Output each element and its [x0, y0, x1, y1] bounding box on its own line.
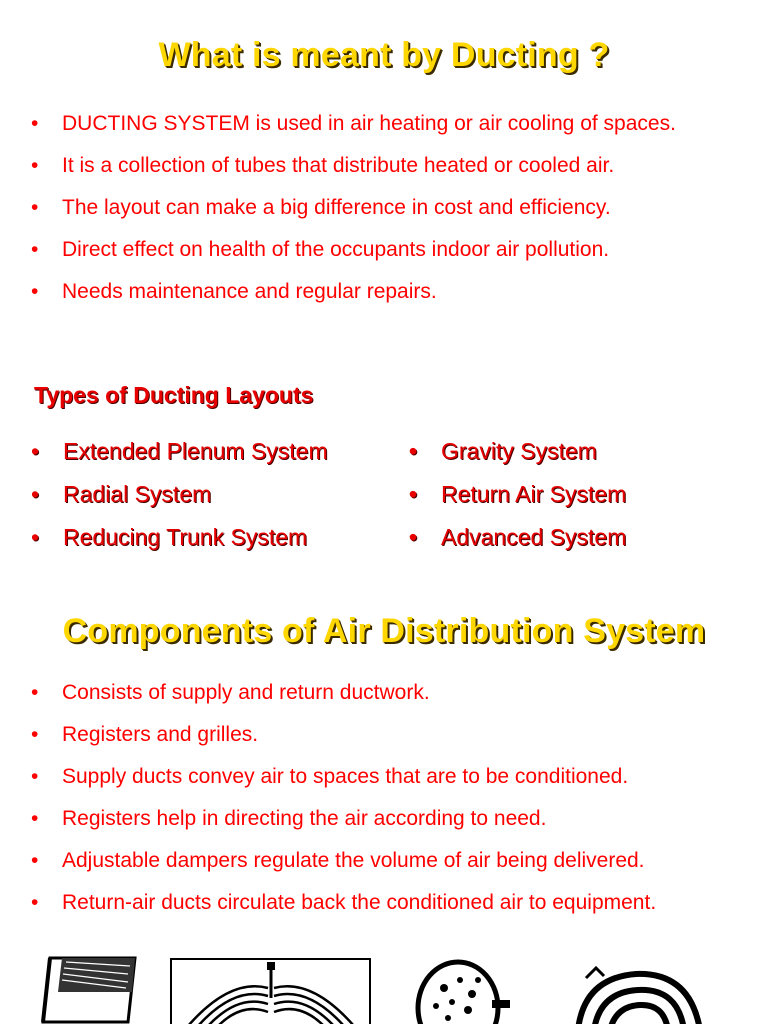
bullet-icon: •: [31, 681, 39, 704]
type-item: • Reducing Trunk System: [30, 520, 328, 563]
bullet-icon: •: [31, 481, 40, 507]
type-item: • Radial System: [30, 477, 328, 520]
bullet-icon: •: [31, 280, 39, 303]
register-icon: [40, 952, 140, 1024]
bullet-icon: •: [31, 765, 39, 788]
list-item: • Return-air ducts circulate back the conditioned air to equipment.: [0, 885, 768, 921]
bullet-icon: •: [409, 481, 418, 507]
bullet-icon: •: [31, 807, 39, 830]
bullet-icon: •: [31, 196, 39, 219]
damper-icon: [412, 958, 512, 1024]
bullet-icon: •: [31, 438, 40, 464]
bullet-icon: •: [31, 154, 39, 177]
section-title-ducting: What is meant by Ducting ?: [158, 36, 610, 74]
list-item: • Registers and grilles.: [0, 717, 768, 753]
bullet-icon: •: [31, 238, 39, 261]
list-item: • Consists of supply and return ductwork.: [0, 675, 768, 711]
bullet-icon: •: [409, 438, 418, 464]
type-item: • Extended Plenum System: [30, 434, 328, 477]
list-item: • Registers help in directing the air according to need.: [0, 801, 768, 837]
types-list-left: [30, 434, 328, 563]
type-item: • Gravity System: [408, 434, 626, 477]
bullet-icon: •: [31, 849, 39, 872]
section-title-components: Components of Air Distribution System: [62, 612, 706, 650]
spiral-duct-icon: [566, 960, 716, 1024]
list-item: • DUCTING SYSTEM is used in air heating or air cooling of spaces.: [0, 106, 768, 142]
types-heading: Types of Ducting Layouts: [34, 382, 314, 408]
list-item: • Needs maintenance and regular repairs.: [0, 274, 768, 310]
grille-icon: [170, 958, 372, 1024]
list-item: • Adjustable dampers regulate the volume of air being delivered.: [0, 843, 768, 879]
list-item: • It is a collection of tubes that distribute heated or cooled air.: [0, 148, 768, 184]
bullet-icon: •: [31, 112, 39, 135]
list-item: • The layout can make a big difference in cost and efficiency.: [0, 190, 768, 226]
type-item: • Advanced System: [408, 520, 626, 563]
component-illustrations: [0, 944, 768, 1024]
list-item: • Direct effect on health of the occupants indoor air pollution.: [0, 232, 768, 268]
ducting-bullet-list: [0, 106, 768, 316]
bullet-icon: •: [31, 723, 39, 746]
type-item: • Return Air System: [408, 477, 626, 520]
types-list-right: [408, 434, 626, 563]
list-item: • Supply ducts convey air to spaces that are to be conditioned.: [0, 759, 768, 795]
components-bullet-list: [0, 675, 768, 927]
bullet-icon: •: [31, 891, 39, 914]
bullet-icon: •: [31, 524, 40, 550]
bullet-icon: •: [409, 524, 418, 550]
